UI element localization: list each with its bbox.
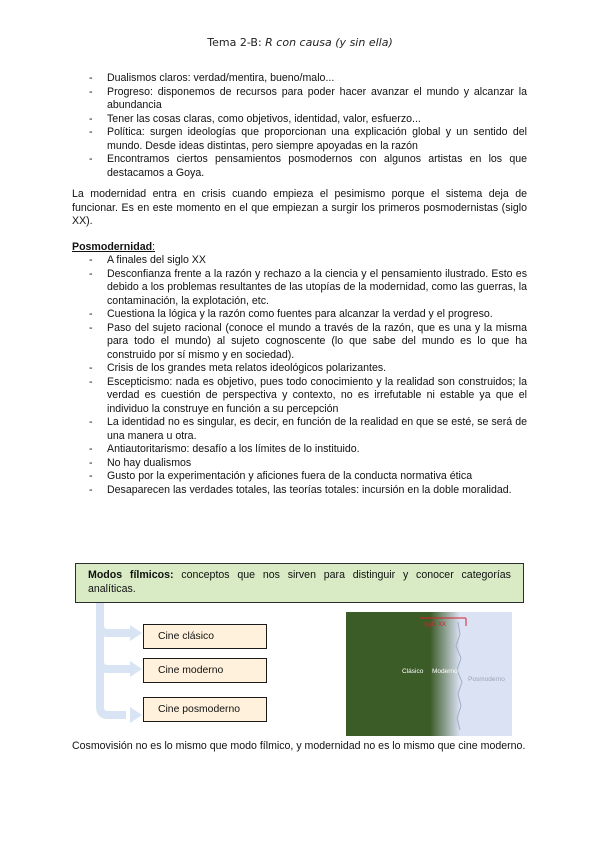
list-item: - Antiautoritarismo: desafío a los límites de lo instituido. — [72, 443, 527, 457]
heading-text: Posmodernidad — [72, 240, 153, 253]
cine-moderno-box: Cine moderno — [143, 658, 267, 683]
list-item: - Dualismos claros: verdad/mentira, bueno/malo... — [72, 72, 527, 86]
list-item: - Política: surgen ideologías que proporcionan una explicación global y un sentido del mundo. Desde ideas distintas, pero siempre apoyadas en la razón — [72, 126, 527, 153]
cine-clasico-box: Cine clásico — [143, 624, 267, 649]
list-item: - Tener las cosas claras, como objetivos, identidad, valor, esfuerzo... — [72, 113, 527, 127]
timeline-century-label: siglo XX — [424, 622, 447, 628]
list-item: - Desconfianza frente a la razón y rechazo a la ciencia y el pensamiento ilustrado. Esto es debido a los problemas resultantes de las utopías de la modernidad, como las guerras, la contaminación, la explotación, etc. — [72, 268, 527, 309]
modos-filmicos-box — [75, 563, 524, 603]
modos-text: conceptos que nos sirven para distinguir y conocer categorías analíticas. — [88, 569, 511, 595]
timeline-label-clasico: Clásico — [402, 668, 424, 675]
timeline-label-posmoderno: Posmoderno — [468, 676, 505, 683]
branch-trunk — [100, 603, 126, 715]
list-item: - A finales del siglo XX — [72, 254, 527, 268]
list-item: - Cuestiona la lógica y la razón como fuentes para alcanzar la verdad y el progreso. — [72, 308, 527, 322]
list-item: - Encontramos ciertos pensamientos posmodernos con algunos artistas en los que destacamos a Goya. — [72, 153, 527, 180]
list-item: - Paso del sujeto racional (conoce el mundo a través de la razón, que es una y la misma para todo el mundo) al sujeto cognoscente (lo que sabe del mundo es lo que ha construido por sí mismo y en sociedad). — [72, 322, 527, 363]
heading-colon: : — [152, 240, 156, 253]
list-item: - Progreso: disponemos de recursos para poder hacer avanzar el mundo y alcanzar la abundancia — [72, 86, 527, 113]
closing-paragraph: Cosmovisión no es lo mismo que modo fílmico, y modernidad no es lo mismo que cine moderno. — [72, 740, 526, 752]
modernity-paragraph: La modernidad entra en crisis cuando empieza el pesimismo porque el sistema deja de funcionar. Es en este momento en el que empiezan a surgir los primeros posmodernistas (siglo XX). — [72, 188, 527, 227]
branch-arrow-1 — [100, 625, 130, 633]
list-item: - Crisis de los grandes meta relatos ideológicos polarizantes. — [72, 362, 527, 376]
list-item: - La identidad no es singular, es decir, en función de la realidad en que se esté, se será de una manera u otra. — [72, 416, 527, 443]
timeline-label-moderno: Moderno — [432, 668, 458, 675]
arrowhead-2 — [130, 661, 142, 677]
arrowhead-3 — [130, 707, 142, 723]
branch-arrow-2 — [100, 661, 130, 669]
modernity-list — [72, 72, 527, 180]
timeline-light-band — [460, 612, 512, 736]
arrowhead-1 — [130, 625, 142, 641]
header-prefix: Tema 2-B: — [207, 36, 266, 49]
timeline-image — [346, 612, 512, 736]
list-item: - Escepticismo: nada es objetivo, pues todo conocimiento y la realidad son construidos; la verdad es cuestión de perspectiva y contexto, no es irrefutable ni estable ya que el individuo la construye en función a su percepción — [72, 376, 527, 417]
header-title: R con causa (y sin ella) — [265, 36, 393, 49]
posmodernidad-list — [72, 254, 527, 497]
list-item: - No hay dualismos — [72, 457, 527, 471]
list-item: - Desaparecen las verdades totales, las teorías totales: incursión en la doble moralidad. — [72, 484, 527, 498]
posmodernidad-heading — [72, 241, 527, 255]
list-item: - Gusto por la experimentación y aficiones fuera de la conducta normativa ética — [72, 470, 527, 484]
cine-posmoderno-box: Cine posmoderno — [143, 697, 267, 722]
page-header — [0, 36, 600, 49]
main-content — [72, 72, 527, 497]
modos-bold: Modos fílmicos: — [88, 569, 174, 581]
